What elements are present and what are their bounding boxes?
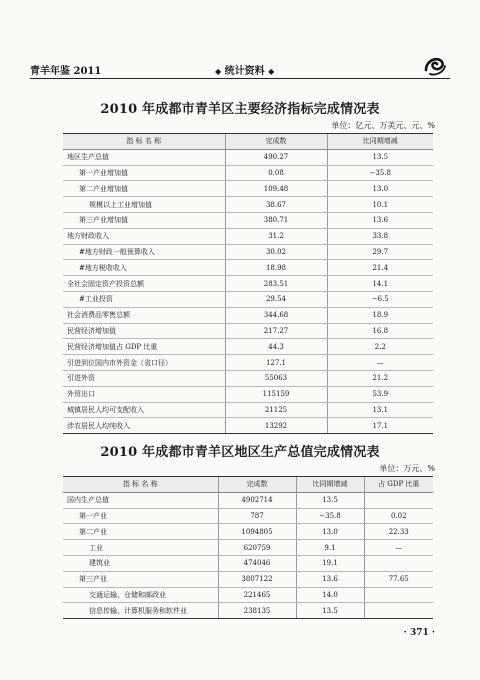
indicator-name-cell: 规模以上工业增加值	[63, 197, 225, 213]
table-row	[63, 244, 433, 260]
value-cell: 44.3	[225, 339, 327, 355]
header-change: 比同期增减	[296, 477, 364, 493]
table-row	[63, 339, 433, 355]
change-cell: 53.9	[327, 386, 433, 402]
value-cell: 787	[218, 508, 296, 524]
book-title: 青羊年鉴 2011	[30, 66, 102, 77]
change-cell: 13.1	[327, 402, 433, 418]
table1-title: 2010 年成都市青羊区主要经济指标完成情况表	[100, 102, 380, 117]
value-cell: 380.71	[225, 212, 327, 228]
indicator-name-cell: 民营经济增加值占 GDP 比重	[63, 339, 225, 355]
header-value: 完成数	[225, 134, 327, 150]
table-row	[63, 355, 433, 371]
value-cell: 344.68	[225, 307, 327, 323]
header-value: 完成数	[218, 477, 296, 493]
value-cell: 55063	[225, 370, 327, 386]
diamond-left-icon: ◆	[215, 66, 222, 76]
indicator-name-cell: 信息传输、计算机服务和软件业	[63, 603, 218, 619]
value-cell: 18.98	[225, 260, 327, 276]
value-cell: 29.54	[225, 291, 327, 307]
table-row	[63, 165, 433, 181]
gdp-share-cell	[364, 603, 433, 619]
table-row	[63, 571, 433, 587]
page-number: · 371 ·	[403, 628, 435, 638]
table-row	[63, 307, 433, 323]
value-cell: 38.67	[225, 197, 327, 213]
indicator-name-cell: 第三产业增加值	[63, 212, 225, 228]
value-cell: 283.51	[225, 276, 327, 292]
indicator-name-cell: 工业	[63, 540, 218, 556]
change-cell: 9.1	[296, 540, 364, 556]
indicator-name-cell: 第一产业增加值	[63, 165, 225, 181]
table-row	[63, 370, 433, 386]
value-cell: 109.48	[225, 181, 327, 197]
indicator-name-cell: 国内生产总值	[63, 492, 218, 508]
table-row	[63, 418, 433, 434]
indicator-name-cell: #工业投资	[63, 291, 225, 307]
swirl-logo-icon	[422, 52, 448, 78]
economic-indicators-table	[63, 133, 433, 434]
indicator-name-cell: 引进到位国内市外资金（省口径）	[63, 355, 225, 371]
table-row	[63, 540, 433, 556]
value-cell: 127.1	[225, 355, 327, 371]
value-cell: 21125	[225, 402, 327, 418]
change-cell: 13.5	[296, 492, 364, 508]
change-cell: —	[327, 355, 433, 371]
header-share: 占 GDP 比重	[364, 477, 433, 493]
value-cell: 490.27	[225, 149, 327, 165]
value-cell: 474046	[218, 555, 296, 571]
indicator-name-cell: 民营经济增加值	[63, 323, 225, 339]
change-cell: 2.2	[327, 339, 433, 355]
change-cell: 18.9	[327, 307, 433, 323]
value-cell: 31.2	[225, 228, 327, 244]
value-cell: 13292	[225, 418, 327, 434]
indicator-name-cell: 地区生产总值	[63, 149, 225, 165]
change-cell: 17.1	[327, 418, 433, 434]
change-cell: 16.8	[327, 323, 433, 339]
indicator-name-cell: 社会消费品零售总额	[63, 307, 225, 323]
indicator-name-cell: #地方财政一般预算收入	[63, 244, 225, 260]
indicator-name-cell: 第二产业增加值	[63, 181, 225, 197]
value-cell: 4902714	[218, 492, 296, 508]
table-row	[63, 276, 433, 292]
table-row	[63, 402, 433, 418]
indicator-name-cell: 涉农居民人均纯收入	[63, 418, 225, 434]
indicator-name-cell: 全社会固定资产投资总额	[63, 276, 225, 292]
change-cell: 13.5	[327, 149, 433, 165]
table-row	[63, 386, 433, 402]
gdp-share-cell	[364, 492, 433, 508]
table-row	[63, 181, 433, 197]
table-row	[63, 291, 433, 307]
change-cell: 14.0	[296, 587, 364, 603]
indicator-name-cell: #地方税收收入	[63, 260, 225, 276]
table-row	[63, 228, 433, 244]
indicator-name-cell: 第二产业	[63, 524, 218, 540]
section-title	[215, 62, 274, 77]
table-row	[63, 524, 433, 540]
header-change: 比同期增减	[327, 134, 433, 150]
indicator-name-cell: 外贸出口	[63, 386, 225, 402]
indicator-name-cell: 引进外资	[63, 370, 225, 386]
gdp-share-cell: 0.02	[364, 508, 433, 524]
change-cell: 13.6	[327, 212, 433, 228]
value-cell: 0.08	[225, 165, 327, 181]
diamond-right-icon: ◆	[268, 66, 275, 76]
table-row	[63, 149, 433, 165]
table1-unit: 单位：亿元、万美元、元、%	[331, 121, 435, 130]
change-cell: −35.8	[327, 165, 433, 181]
table-row	[63, 508, 433, 524]
indicator-name-cell: 交通运输、仓储和邮政业	[63, 587, 218, 603]
indicator-name-cell: 建筑业	[63, 555, 218, 571]
change-cell: 29.7	[327, 244, 433, 260]
value-cell: 217.27	[225, 323, 327, 339]
change-cell: 19.1	[296, 555, 364, 571]
change-cell: 10.1	[327, 197, 433, 213]
table-row	[63, 603, 433, 619]
header-name: 指 标 名 称	[63, 134, 225, 150]
gdp-share-cell	[364, 555, 433, 571]
table2-unit: 单位：万元、%	[379, 464, 435, 473]
gdp-share-cell	[364, 587, 433, 603]
change-cell: 14.1	[327, 276, 433, 292]
section-label: 统计资料	[224, 66, 265, 77]
change-cell: 21.2	[327, 370, 433, 386]
table-header-row	[63, 134, 433, 150]
header-name: 指 标 名 称	[63, 477, 218, 493]
value-cell: 620759	[218, 540, 296, 556]
gdp-share-cell: 77.65	[364, 571, 433, 587]
change-cell: 21.4	[327, 260, 433, 276]
table-row	[63, 492, 433, 508]
table-row	[63, 323, 433, 339]
value-cell: 221465	[218, 587, 296, 603]
indicator-name-cell: 第三产业	[63, 571, 218, 587]
running-header	[30, 58, 450, 78]
indicator-name-cell: 地方财政收入	[63, 228, 225, 244]
indicator-name-cell: 城镇居民人均可支配收入	[63, 402, 225, 418]
value-cell: 30.02	[225, 244, 327, 260]
value-cell: 1094805	[218, 524, 296, 540]
table-row	[63, 212, 433, 228]
change-cell: 33.8	[327, 228, 433, 244]
table-row	[63, 260, 433, 276]
table-row	[63, 197, 433, 213]
change-cell: 13.6	[296, 571, 364, 587]
header-rule	[30, 78, 450, 79]
table-row	[63, 555, 433, 571]
gdp-share-cell: —	[364, 540, 433, 556]
table-row	[63, 587, 433, 603]
value-cell: 115159	[225, 386, 327, 402]
value-cell: 238135	[218, 603, 296, 619]
change-cell: 13.5	[296, 603, 364, 619]
change-cell: 13.0	[327, 181, 433, 197]
change-cell: −35.8	[296, 508, 364, 524]
change-cell: 13.0	[296, 524, 364, 540]
indicator-name-cell: 第一产业	[63, 508, 218, 524]
table2-title: 2010 年成都市青羊区地区生产总值完成情况表	[100, 445, 380, 460]
gdp-table	[63, 476, 433, 619]
value-cell: 3807122	[218, 571, 296, 587]
change-cell: −6.5	[327, 291, 433, 307]
table-header-row	[63, 477, 433, 493]
gdp-share-cell: 22.33	[364, 524, 433, 540]
